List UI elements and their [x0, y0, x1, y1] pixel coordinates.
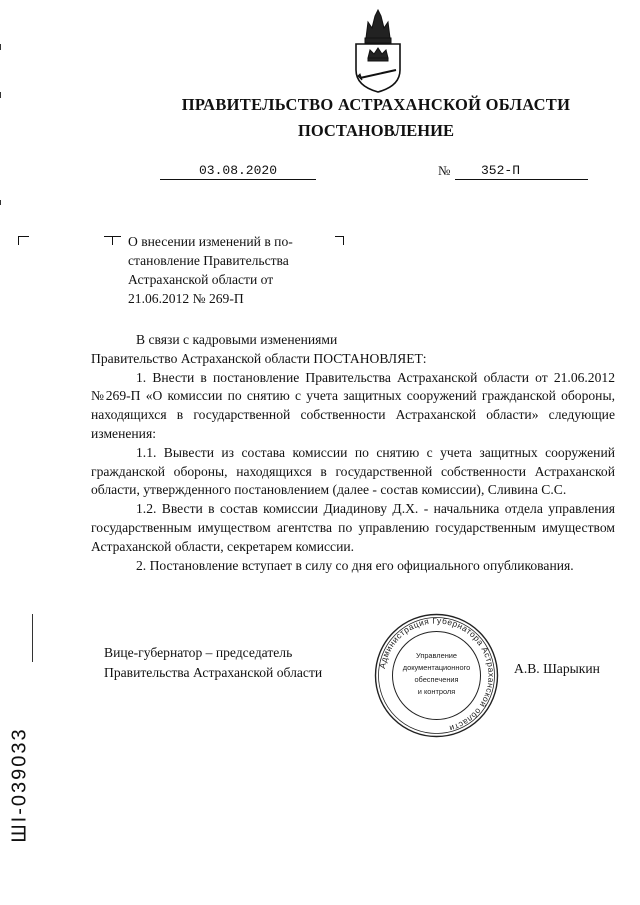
subject-line: О внесении изменений в по- — [128, 234, 293, 249]
document-type: ПОСТАНОВЛЕНИЕ — [298, 121, 454, 140]
subject-line: становление Правительства — [128, 253, 289, 268]
intro-line: Правительство Астраханской области ПОСТАНОВЛЯЕТ: — [91, 350, 427, 366]
document-date: 03.08.2020 — [160, 163, 316, 180]
left-corner-mark — [18, 236, 29, 245]
margin-tick — [0, 44, 1, 50]
document-number: 352-П — [455, 163, 588, 180]
number-sign: № — [438, 163, 451, 178]
signatory-name: А.В. Шарыкин — [514, 661, 600, 676]
stamp-inner-line: Управление — [415, 651, 458, 660]
paragraph-1: 1. Внести в постановление Правительства Астраханской области от 21.06.2012 №269-П «О комиссии по снятию с учета защитных сооружений гражданской обороны, находящихся в государственной собственности Астраханской области» следующие изменения: — [91, 369, 615, 441]
position-line: Правительства Астраханской области — [104, 665, 323, 680]
intro-text: В связи с кадровыми изменениями — [136, 332, 338, 347]
position-line: Вице-губернатор – председатель — [104, 645, 293, 660]
intro-line — [91, 331, 615, 350]
paragraph-1-2: 1.2. Ввести в состав комиссии Диадинову Д.Х. - начальника отдела управления государственным имуществом агентства по управлению государственным имуществом Астраханской области, секретарем комиссии. — [91, 501, 615, 554]
subject-line: 21.06.2012 № 269-П — [128, 291, 244, 306]
coat-of-arms-emblem — [348, 8, 408, 94]
stamp-inner-line: документационного — [402, 663, 471, 672]
paragraph-2: 2. Постановление вступает в силу со дня его официального опубликования. — [136, 557, 574, 573]
margin-tick — [0, 200, 1, 205]
margin-tick — [0, 92, 1, 98]
stamp-inner-line: обеспечения — [414, 675, 459, 684]
document-body — [91, 331, 615, 575]
stamp-inner-line: и контроля — [417, 687, 456, 696]
paragraph-1-1: 1.1. Вывести из состава комиссии по снятию с учета защитных сооружений гражданской обороны, находящихся в государственной собственности Астраханской области, утвержденного постановлением (далее - состав комиссии), Сливина С.С. — [91, 444, 615, 498]
serial-number: ШI-039033 — [8, 727, 31, 843]
subject-bracket-right — [335, 236, 344, 245]
margin-tick — [32, 614, 33, 662]
official-stamp — [373, 612, 500, 739]
subject-bracket-left-2 — [112, 236, 121, 245]
document-subject — [128, 232, 318, 308]
stamp-outer-text: Администрация Губернатора Астраханской области — [376, 615, 497, 734]
signatory-position — [104, 643, 322, 683]
government-title: ПРАВИТЕЛЬСТВО АСТРАХАНСКОЙ ОБЛАСТИ — [181, 95, 571, 114]
subject-line: Астраханской области от — [128, 272, 274, 287]
